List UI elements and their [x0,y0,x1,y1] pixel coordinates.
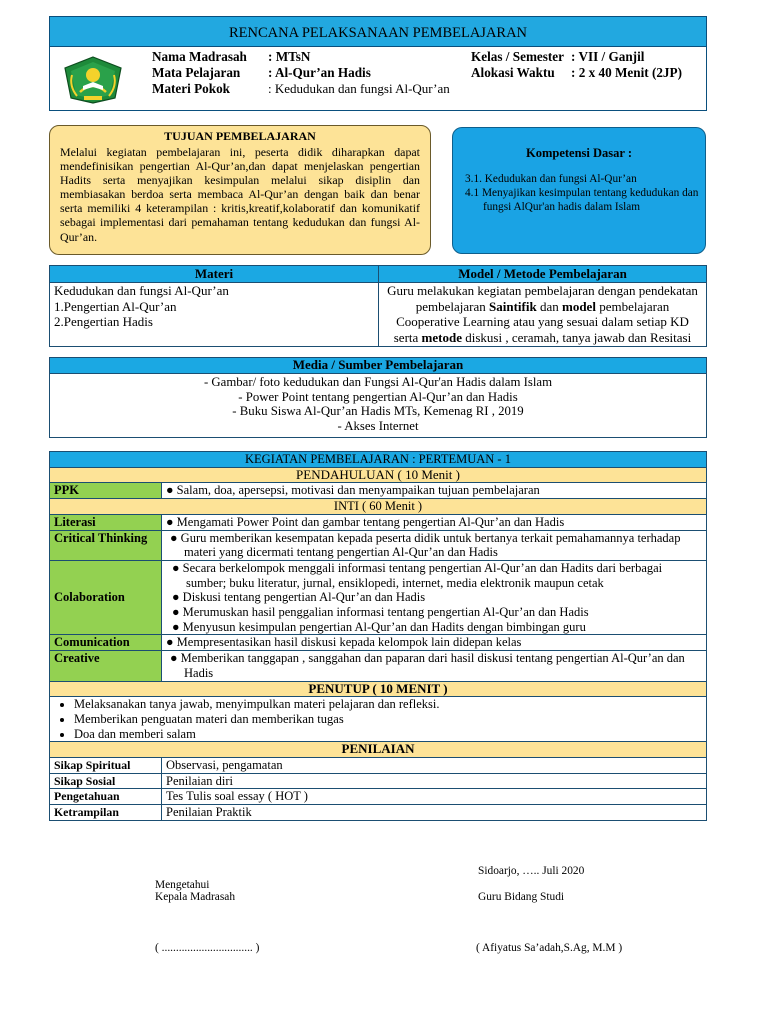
colaboration-item: ● Menyusun kesimpulan pengertian Al-Qur’an dan Hadits dengan bimbingan guru [172,619,586,634]
media-header: Media / Sumber Pembelajaran [50,358,707,374]
materi-line: 1.Pengertian Al-Qur’an [54,298,177,314]
metode-text: diskusi , ceramah, tanya jawab dan Resitasi [461,329,692,345]
colaboration-item: ● Merumuskan hasil penggalian informasi tentang pengertian Al-Qur’an dan Hadis [172,605,589,620]
kepala-madrasah-label: Kepala Madrasah [155,891,236,903]
penilaian-header: PENILAIAN [50,742,707,758]
inti-header: INTI ( 60 Menit ) [50,499,707,515]
kompetensi-item: 3.1. Kedudukan dan fungsi Al-Qur’an [465,173,637,185]
penilaian-value: Tes Tulis soal essay ( HOT ) [162,789,707,805]
materi-header: Materi [50,266,379,283]
metode-bold-model: model [562,298,596,314]
colaboration-label: Colaboration [50,560,162,635]
penutup-item: • Memberikan penguatan materi dan memberikan tugas [74,712,702,727]
value-nama-madrasah: : MTsN [268,49,311,64]
media-item: - Power Point tentang pengertian Al-Qur’an dan Hadis [238,389,518,404]
label-mata-pelajaran: Mata Pelajaran [152,65,241,80]
penutup-list [54,697,702,741]
communication-text: ● Mempresentasikan hasil diskusi kepada kelompok lain didepan kelas [162,635,707,651]
ppk-text: ● Salam, doa, apersepsi, motivasi dan menyampaikan tujuan pembelajaran [162,483,707,499]
value-alokasi-waktu: : 2 x 40 Menit (2JP) [571,65,682,80]
colaboration-item: ● Diskusi tentang pengertian Al-Qur’an dan Hadis [172,590,426,605]
guru-name: ( Afiyatus Sa’adah,S.Ag, M.M ) [476,942,623,954]
materi-line: Kedudukan dan fungsi Al-Qur’an [54,283,229,298]
media-cell [50,374,707,438]
literasi-label: Literasi [50,514,162,530]
metode-text: pembelajaran Cooperative Learning atau yang sesuai dalam setiap KD serta [393,298,689,345]
metode-bold-saintifik: Saintifik [489,298,537,314]
materi-metode-table [49,265,707,347]
mengetahui-label: Mengetahui [155,879,210,891]
value-kelas-semester: : VII / Ganjil [571,49,645,64]
penutup-item: • Doa dan memberi salam [74,727,702,742]
metode-bold-metode: metode [421,329,462,345]
kepala-madrasah-name: ( ................................ ) [155,942,260,954]
value-materi-pokok: : Kedudukan dan fungsi Al-Qur’an [268,81,450,96]
guru-bidang-studi-label: Guru Bidang Studi [478,891,565,903]
header-box [49,16,707,111]
critical-thinking-label: Critical Thinking [50,530,162,560]
ppk-label: PPK [50,483,162,499]
penilaian-label: Ketrampilan [50,805,162,821]
penutup-header: PENUTUP ( 10 MENIT ) [50,681,707,697]
media-item: - Buku Siswa Al-Qur’an Hadis MTs, Kemenag RI , 2019 [232,404,524,418]
label-alokasi-waktu: Alokasi Waktu [471,65,555,80]
kegiatan-title: KEGIATAN PEMBELAJARAN : PERTEMUAN - 1 [50,452,707,468]
kompetensi-item: 4.1 Menyajikan kesimpulan tentang kedudukan dan fungsi AlQur'an hadis dalam Islam [465,187,699,213]
penilaian-value: Penilaian Praktik [162,805,707,821]
penilaian-value: Observasi, pengamatan [162,758,707,774]
pendahuluan-header: PENDAHULUAN ( 10 Menit ) [50,467,707,483]
kemenag-logo-icon [63,56,123,104]
metode-header: Model / Metode Pembelajaran [379,266,707,283]
media-item: - Gambar/ foto kedudukan dan Fungsi Al-Qur'an Hadis dalam Islam [203,375,553,389]
kegiatan-table [49,451,707,821]
creative-text: ● Memberikan tanggapan , sanggahan dan paparan dari hasil diskusi tentang pengertian Al-Qur’an dan Hadis [162,651,707,681]
penutup-cell [50,697,707,742]
kompetensi-box [452,127,706,254]
metode-text: Guru melakukan kegiatan pembelajaran dengan pendekatan pembelajaran [387,283,698,314]
tujuan-box [49,125,431,255]
label-materi-pokok: Materi Pokok [152,81,231,96]
creative-label: Creative [50,651,162,681]
literasi-text: ● Mengamati Power Point dan gambar tentang pengertian Al-Qur’an dan Hadis [162,514,707,530]
kompetensi-list [465,172,700,214]
value-mata-pelajaran: : Al-Qur’an Hadis [268,65,371,80]
place-date: Sidoarjo, ….. Juli 2020 [478,865,585,877]
tujuan-text: Melalui kegiatan pembelajaran ini, peserta didik diharapkan dapat mendefinisikan pengertian Al-Qur’an,dan dapat menjelaskan pengertian Hadits serta menyajikan kesimpulan melalui sikap disiplin dan membiasakan berdoa serta membaca Al-Qur’an dengan baik dan benar serta memiliki 4 keterampilan : kritis,kreatif,kolaboratif dan komunikatif sebagai implementasi dari pemahaman tentang kedudukan dan fungsi Al-Qur’an. [60,145,420,244]
metode-text: dan [536,298,562,314]
materi-line: 2.Pengertian Hadis [54,314,153,329]
penutup-item: • Melaksanakan tanya jawab, menyimpulkan materi pelajaran dan refleksi. [74,697,702,712]
communication-label: Comunication [50,635,162,651]
penilaian-label: Sikap Sosial [50,773,162,789]
document-title: RENCANA PELAKSANAAN PEMBELAJARAN [50,17,706,47]
materi-cell [50,283,379,347]
colaboration-cell [162,560,707,635]
critical-thinking-text: ● Guru memberikan kesempatan kepada peserta didik untuk bertanya terkait pemahamannya terhadap materi yang dicermati tentang pengertian Al-Qur’an dan Hadis [162,530,707,560]
media-item: - Akses Internet [337,418,419,433]
tujuan-title: TUJUAN PEMBELAJARAN [164,129,316,143]
metode-cell [379,283,707,347]
media-table [49,357,707,438]
penilaian-value: Penilaian diri [162,773,707,789]
penilaian-label: Pengetahuan [50,789,162,805]
label-nama-madrasah: Nama Madrasah [152,49,247,64]
kompetensi-title: Kompetensi Dasar : [525,146,632,160]
colaboration-item: ● Secara berkelompok menggali informasi tentang pengertian Al-Qur’an dan Hadits dari berbagai sumber; buku literatur, jurnal, ensiklopedi, internet, media elektronik maupun cetak [172,560,663,590]
label-kelas-semester: Kelas / Semester [471,49,565,64]
header-info [50,47,706,110]
penilaian-label: Sikap Spiritual [50,758,162,774]
